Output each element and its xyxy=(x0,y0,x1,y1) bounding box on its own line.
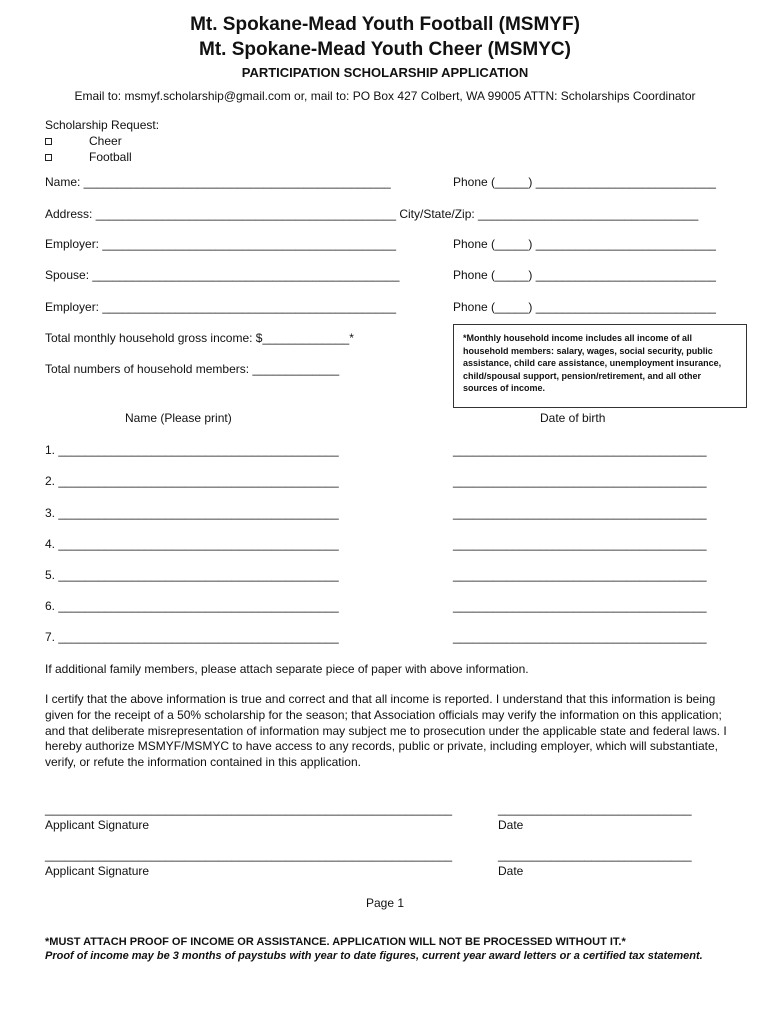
member-dob-row[interactable]: ______________________________________ xyxy=(453,537,707,551)
signature-line-2[interactable]: _____________________________________________________________ xyxy=(45,848,453,862)
football-checkbox[interactable] xyxy=(45,154,52,161)
proof-warning: *MUST ATTACH PROOF OF INCOME OR ASSISTANCE. APPLICATION WILL NOT BE PROCESSED WITHOUT IT.* xyxy=(45,936,626,948)
signature-label-1: Applicant Signature xyxy=(45,818,150,832)
member-name-row[interactable]: 5. __________________________________________ xyxy=(45,568,339,582)
spouse-phone-field[interactable]: Phone (_____) ___________________________ xyxy=(453,268,716,282)
cheer-option-label: Cheer xyxy=(89,134,122,148)
certification-paragraph: I certify that the above information is true and correct and that all income is reported. I understand that this information is being given for the receipt of a 50% scholarship for the season; that Association officials may verify the information on this application; and that deliberate misrepresentation of information may subject me to prosecution under the applicable state and federal laws. I hereby authorize MSMYF/MSMYC to have access to any records, public or private, including employer, which will substantiate, verify, or refute the information contained in this application. xyxy=(45,692,727,770)
contact-line: Email to: msmyf.scholarship@gmail.com or, mail to: PO Box 427 Colbert, WA 99005 ATTN: Scholarships Coordinator xyxy=(74,89,696,103)
name-field[interactable]: Name: ______________________________________________ xyxy=(45,175,391,189)
member-name-row[interactable]: 4. __________________________________________ xyxy=(45,537,339,551)
member-dob-row[interactable]: ______________________________________ xyxy=(453,474,707,488)
signature-label-2: Applicant Signature xyxy=(45,864,150,878)
household-members-field[interactable]: Total numbers of household members: _____________ xyxy=(45,362,340,376)
member-dob-row[interactable]: ______________________________________ xyxy=(453,506,707,520)
proof-of-income-note: Proof of income may be 3 months of paystubs with year to date figures, current year award letters or a certified tax statement. xyxy=(45,950,703,962)
page-number: Page 1 xyxy=(365,896,405,910)
member-name-row[interactable]: 6. __________________________________________ xyxy=(45,599,339,613)
signature-line-1[interactable]: _____________________________________________________________ xyxy=(45,802,453,816)
date-label-2: Date xyxy=(498,864,524,878)
member-name-row[interactable]: 2. __________________________________________ xyxy=(45,474,339,488)
date-label-1: Date xyxy=(498,818,524,832)
spouse-employer-phone-field[interactable]: Phone (_____) ___________________________ xyxy=(453,300,716,314)
income-note-text: *Monthly household income includes all income of all household members: salary, wages, social security, public assistance, child care assistance, unemployment insurance, child/spousal support, pension/retirement, and all other sources of income. xyxy=(463,333,722,393)
form-title-cheer: Mt. Spokane-Mead Youth Cheer (MSMYC) xyxy=(199,39,571,60)
spouse-employer-field[interactable]: Employer: ____________________________________________ xyxy=(45,300,396,314)
form-subtitle: PARTICIPATION SCHOLARSHIP APPLICATION xyxy=(241,65,529,80)
cheer-checkbox[interactable] xyxy=(45,138,52,145)
date-line-1[interactable]: _____________________________ xyxy=(498,802,692,816)
member-dob-row[interactable]: ______________________________________ xyxy=(453,568,707,582)
member-dob-row[interactable]: ______________________________________ xyxy=(453,599,707,613)
member-dob-row[interactable]: ______________________________________ xyxy=(453,443,707,457)
household-income-field[interactable]: Total monthly household gross income: $_____________* xyxy=(45,331,354,345)
address-field[interactable]: Address: _____________________________________________ City/State/Zip: _________________________________ xyxy=(45,207,699,221)
member-dob-row[interactable]: ______________________________________ xyxy=(453,630,707,644)
dob-column-header: Date of birth xyxy=(540,411,606,425)
income-note-box xyxy=(453,324,747,408)
form-title-football: Mt. Spokane-Mead Youth Football (MSMYF) xyxy=(190,14,580,35)
spouse-field[interactable]: Spouse: ______________________________________________ xyxy=(45,268,400,282)
name-column-header: Name (Please print) xyxy=(125,411,232,425)
member-name-row[interactable]: 7. __________________________________________ xyxy=(45,630,339,644)
name-phone-field[interactable]: Phone (_____) ___________________________ xyxy=(453,175,716,189)
additional-members-note: If additional family members, please attach separate piece of paper with above information. xyxy=(45,662,529,676)
employer-field[interactable]: Employer: ____________________________________________ xyxy=(45,237,396,251)
date-line-2[interactable]: _____________________________ xyxy=(498,848,692,862)
member-name-row[interactable]: 3. __________________________________________ xyxy=(45,506,339,520)
scholarship-request-label: Scholarship Request: xyxy=(45,118,160,132)
football-option-label: Football xyxy=(89,150,132,164)
member-name-row[interactable]: 1. __________________________________________ xyxy=(45,443,339,457)
employer-phone-field[interactable]: Phone (_____) ___________________________ xyxy=(453,237,716,251)
